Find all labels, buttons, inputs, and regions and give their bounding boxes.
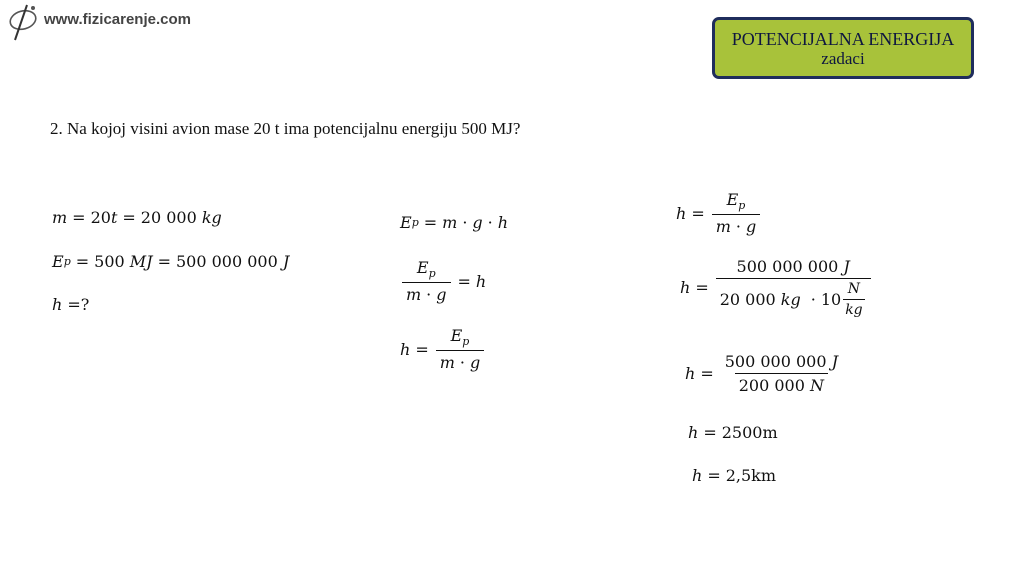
topic-title-box (712, 17, 974, 79)
topic-title: POTENCIJALNA ENERGIJA (731, 29, 955, 49)
formula-rearranged: $\frac{E_p}{m \cdot g}$ = h (400, 258, 486, 304)
topic-subtitle: zadaci (821, 49, 865, 68)
given-height-unknown: h = ? (52, 295, 90, 314)
mass-unit-t: t (110, 208, 118, 227)
mass-unit-kg: kg (201, 208, 222, 227)
solution-simplified: h = $\frac{500 000 000 J}{200 000 N}$ (685, 352, 839, 395)
formula-potential-energy: E p = m · g · h (400, 213, 509, 232)
site-logo[interactable] (6, 2, 191, 42)
solution-result-km: h = 2,5km (692, 466, 777, 485)
energy-value-mj: 500 (94, 252, 125, 271)
fizicarenje-logo-icon (6, 2, 42, 42)
given-mass: m = 20 t = 20 000 kg (52, 208, 222, 227)
solution-result-m: h = 2500m (688, 423, 778, 442)
mass-value-t: 20 (90, 208, 111, 227)
solution-formula: h = $\frac{E_p}{m \cdot g}$ (676, 190, 762, 236)
energy-unit-j: J (282, 252, 290, 271)
logo-text: www.fizicarenje.com (44, 10, 191, 28)
given-energy: E p = 500 MJ = 500 000 000 J (52, 252, 290, 271)
energy-value-j: 500 000 000 (175, 252, 278, 271)
energy-unit-mj: MJ (129, 252, 153, 271)
formula-height: h = $\frac{E_p}{m \cdot g}$ (400, 326, 486, 372)
solution-substitution: h = 500 000 000 J 20 000 kg · 10 $\frac{N}{kg}$ (680, 257, 873, 318)
problem-statement: 2. Na kojoj visini avion mase 20 t ima potencijalnu energiju 500 MJ? (50, 119, 521, 138)
mass-value-kg: 20 000 (140, 208, 197, 227)
